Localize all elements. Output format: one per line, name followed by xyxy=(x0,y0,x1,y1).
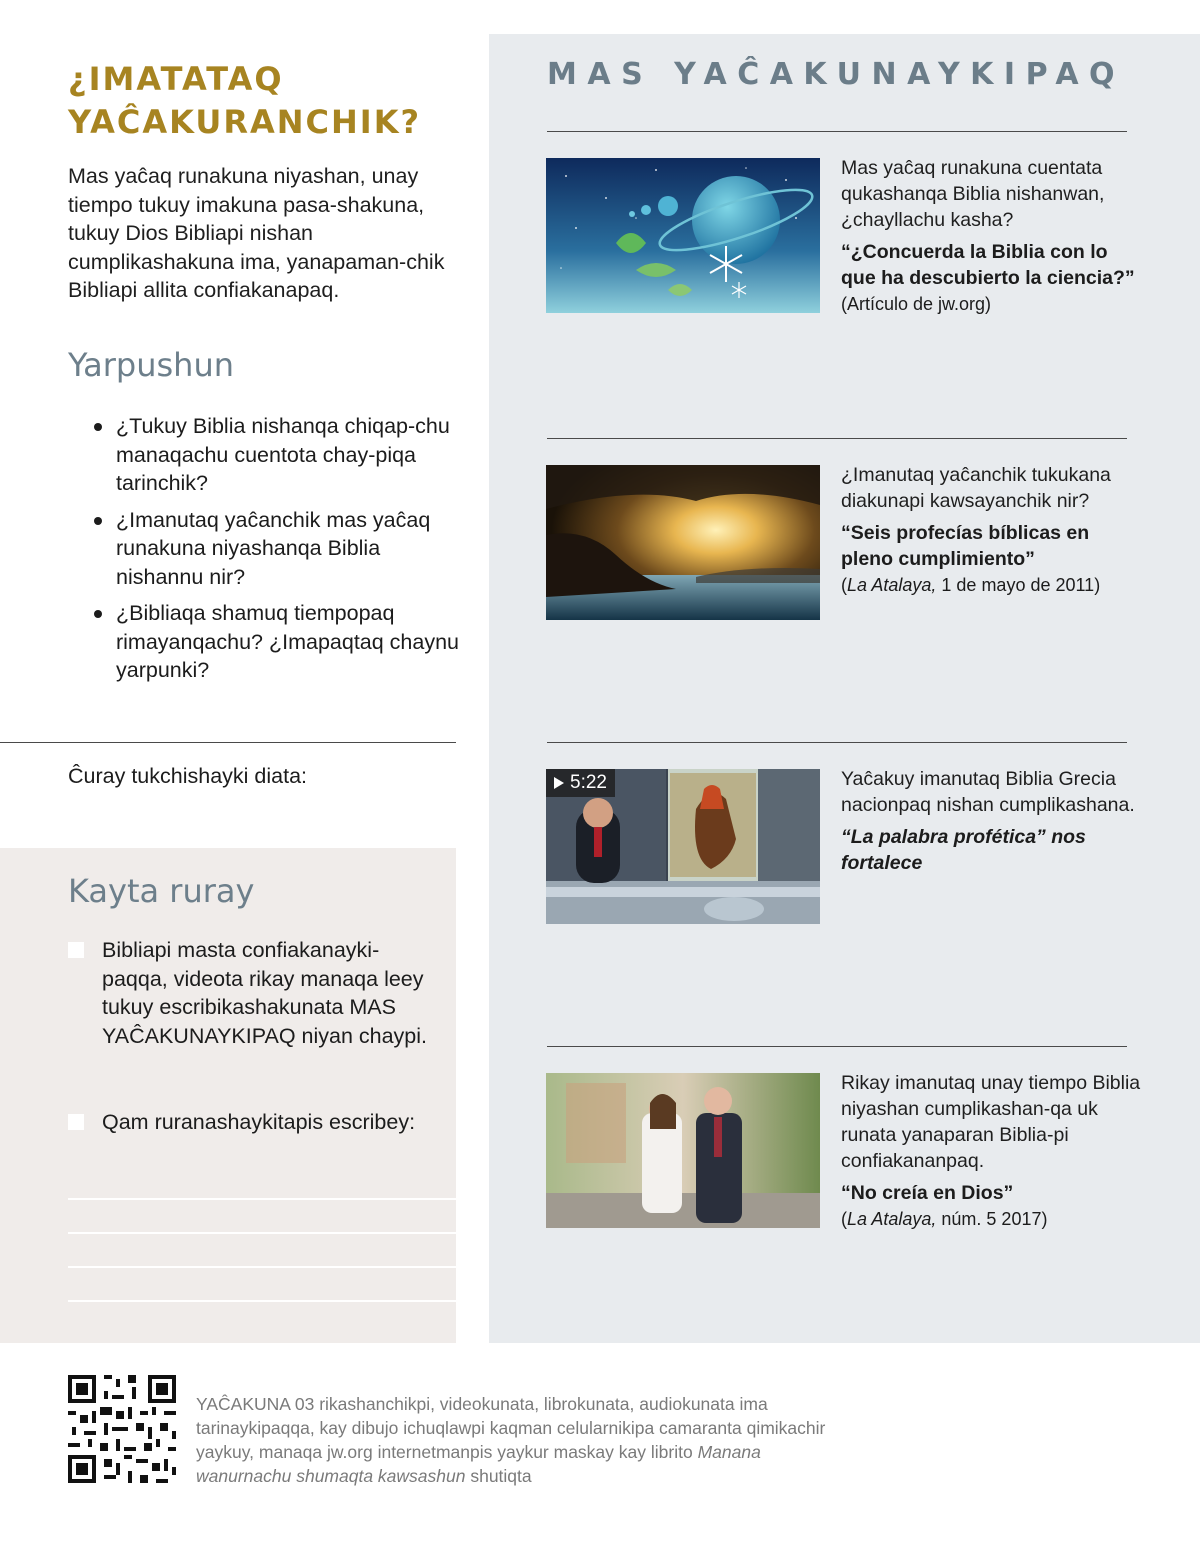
review-question: ¿Tukuy Biblia nishanqa chiqap-chu manaqachu cuentota chay-piqa tarinchik? xyxy=(90,412,460,498)
card-description: ¿Imanutaq yaĉanchik tukukana diakunapi kawsayanchik nir? xyxy=(841,464,1111,512)
footer-note: YAĈAKUNA 03 rikashanchikpi, videokunata, librokunata, audiokunata ima tarinaykipaqqa, kay dibujo ichuqlawpi kaqman celularnikipa camaranta qimikachir yaykuy, manaqa jw.org internetmanpis yaykur maskay kay librito Manana wanurnachu shumaqta kawsashun shutiqta xyxy=(196,1394,826,1486)
play-icon[interactable] xyxy=(554,777,564,789)
title-line-1: ¿IMATATAQ xyxy=(68,60,284,98)
video-duration: 5:22 xyxy=(570,772,607,793)
card-description: Yaĉakuy imanutaq Biblia Grecia nacionpaq nishan cumplikashana. xyxy=(841,768,1135,816)
completion-date-label: Ĉuray tukchishayki diata: xyxy=(68,764,307,788)
action-item xyxy=(68,936,428,1050)
title-line-2: YAĈAKURANCHIK? xyxy=(68,103,422,141)
video-duration-badge xyxy=(546,769,615,797)
prophecies-card xyxy=(841,462,1141,598)
book-title: Manana wanurnachu shumaqta kawsashun xyxy=(196,1442,761,1486)
divider xyxy=(547,438,1127,439)
card-link-title[interactable]: “La palabra profética” nos fortalece xyxy=(841,826,1086,874)
action-text: Qam ruranashaykitapis escribey: xyxy=(102,1110,416,1134)
stormy-sky-landscape xyxy=(546,465,820,620)
more-learning-heading: MAS YAĈAKUNAYKIPAQ xyxy=(547,57,1126,92)
divider xyxy=(547,1046,1127,1047)
review-question: ¿Imanutaq yaĉanchik mas yaĉaq runakuna niyashanqa Biblia nishannu nir? xyxy=(90,506,460,592)
science-card xyxy=(841,155,1141,317)
card-link-title[interactable]: “No creía en Dios” xyxy=(841,1182,1014,1204)
card-link-title[interactable] xyxy=(841,239,1141,317)
action-text: Bibliapi masta confiakanayki-paqqa, videota rikay manaqa leey tukuy escribikashakunata MAS YAĈAKUNAYKIPAQ niyan chaypi. xyxy=(102,938,428,1048)
checkbox[interactable] xyxy=(68,1114,84,1130)
divider xyxy=(547,131,1127,132)
writing-line[interactable] xyxy=(68,1232,456,1234)
prophecies-article-image[interactable] xyxy=(546,465,820,620)
review-question-list xyxy=(90,412,460,693)
father-daughter-walking-photo xyxy=(546,1073,820,1228)
planet-leaves-snowflake-illustration xyxy=(546,158,820,313)
review-heading: Yarpushun xyxy=(68,346,235,384)
review-question: ¿Bibliaqa shamuq tiempopaq rimayanqachu? ¿Imapaqtaq chaynu yarpunki? xyxy=(90,599,460,685)
card-title-text[interactable]: “¿Concuerda la Biblia con lo que ha descubierto la ciencia?” xyxy=(841,241,1135,289)
video-thumbnail[interactable] xyxy=(546,769,820,924)
intro-paragraph: Mas yaĉaq runakuna niyashan, unay tiempo tukuy imakuna pasa-shakuna, tukuy Dios Bibliapi nishan cumplikashakuna ima, yanapaman-chik Bibliapi allita confiakanapaq. xyxy=(68,164,445,302)
action-heading: Kayta ruray xyxy=(68,872,255,910)
action-item xyxy=(68,1108,428,1137)
divider xyxy=(547,742,1127,743)
writing-line[interactable] xyxy=(68,1198,456,1200)
checkbox[interactable] xyxy=(68,942,84,958)
card-description: Rikay imanutaq unay tiempo Biblia niyashan cumplikashan-qa uk runata yanaparan Biblia-pi confiakananpaq. xyxy=(841,1072,1141,1172)
experience-card xyxy=(841,1070,1141,1232)
card-source: (Artículo de jw.org) xyxy=(841,294,992,314)
card-description: Mas yaĉaq runakuna cuentata qukashanqa Biblia nishanwan, ¿chayllachu kasha? xyxy=(841,157,1105,231)
writing-line[interactable] xyxy=(68,1266,456,1268)
page-title xyxy=(68,58,468,144)
experience-article-image[interactable] xyxy=(546,1073,820,1228)
divider xyxy=(0,742,456,743)
video-card xyxy=(841,766,1141,876)
science-article-image[interactable] xyxy=(546,158,820,313)
writing-line[interactable] xyxy=(68,1300,456,1302)
card-source: (La Atalaya, 1 de mayo de 2011) xyxy=(841,575,1101,595)
action-panel xyxy=(0,848,456,1343)
card-link-title[interactable]: “Seis profecías bíblicas en pleno cumplimiento” xyxy=(841,522,1090,570)
card-source: (La Atalaya, núm. 5 2017) xyxy=(841,1209,1048,1229)
qr-code-icon[interactable] xyxy=(68,1375,176,1483)
